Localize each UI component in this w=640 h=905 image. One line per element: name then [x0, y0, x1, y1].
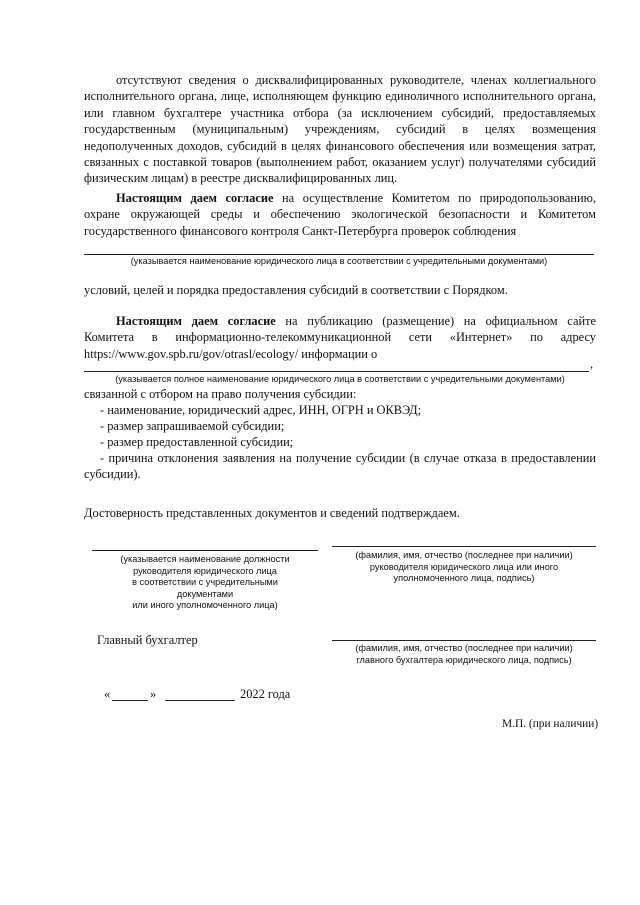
chief-accountant-label: Главный бухгалтер [97, 633, 198, 647]
stamp-note: М.П. (при наличии) [502, 718, 599, 730]
blank-line-entity-name [84, 254, 594, 255]
paragraph-publication-tail: связанной с отбором на право получения субсидии: [84, 387, 357, 401]
hint-accountant-signature [332, 643, 596, 666]
paragraph-consent-publication [84, 313, 596, 362]
date-close-quote: » [150, 687, 157, 701]
hint-line: главного бухгалтера юридического лица, подпись) [356, 654, 572, 665]
blank-line-head-signature [332, 546, 596, 547]
blank-line-position [92, 550, 318, 551]
hint-line: руководителя юридического лица или иного [369, 561, 559, 572]
list-item: - размер запрашиваемой субсидии; [100, 419, 285, 433]
hint-line: в соответствии с учредительными [132, 577, 278, 588]
list-item: - причина отклонения заявления на получение субсидии (в случае отказа в предоставлении субсидии). [84, 451, 596, 481]
blank-line-full-entity-name [84, 371, 589, 372]
paragraph-disqualified: отсутствуют сведения о дисквалифицированных руководителе, членах коллегиального исполнительного органа, лице, исполняющем функцию единоличного исполнительного органа, или главном бухгалтере участника отбора (за исключением субсидий, предоставляемых государственным (муниципальным) учреждениям, субсидий в целях возмещения недополученных доходов, субсидий в целях финансового обеспечения или возмещения затрат, связанных с поставкой товаров (выполнением работ, оказанием услуг) получателями субсидий физическим лицам) в реестре дисквалифицированных лиц. [84, 73, 596, 186]
hint-position [92, 554, 318, 612]
date-year: 2022 года [240, 687, 291, 701]
blank-line-month [165, 700, 235, 701]
list-item: - наименование, юридический адрес, ИНН, ОГРН и ОКВЭД; [100, 403, 422, 417]
hint-full-entity-name: (указывается полное наименование юридического лица в соответствии с учредительными документами) [115, 374, 565, 384]
publication-list [84, 402, 596, 482]
blank-line-day [112, 700, 148, 701]
hint-line: уполномоченного лица, подпись) [393, 573, 535, 584]
hint-line: (указывается наименование должности [120, 554, 290, 564]
consent-lead: Настоящим даем согласие [116, 314, 276, 328]
consent-text: на публикацию (размещение) на официальном сайте Комитета в информационно-телекоммуникационной сети «Интернет» по адресу https://www.gov.spb.ru/gov/otrasl/ecology/ информации о [84, 314, 596, 361]
confirmation-text: Достоверность представленных документов и сведений подтверждаем. [84, 506, 460, 520]
consent-text: на осуществление Комитетом по природопользованию, охране окружающей среды и обеспечению экологической безопасности и Комитетом государственного финансового контроля Санкт-Петербурга проверок соблюдения [84, 191, 596, 238]
date-open-quote: « [104, 687, 111, 701]
hint-head-signature [332, 550, 596, 585]
hint-line: или иного уполномоченного лица) [132, 600, 278, 611]
comma: , [590, 357, 594, 371]
blank-line-accountant-signature [332, 640, 596, 641]
consent-lead: Настоящим даем согласие [116, 191, 274, 205]
hint-line: руководителя юридического лица [133, 565, 277, 576]
paragraph-consent-inspection [84, 190, 596, 239]
paragraph-consent-tail: условий, целей и порядка предоставления субсидий в соответствии с Порядком. [84, 283, 508, 297]
list-item: - размер предоставленной субсидии; [100, 435, 294, 449]
hint-line: (фамилия, имя, отчество (последнее при наличии) [355, 643, 573, 653]
hint-entity-name: (указывается наименование юридического лица в соответствии с учредительными документами) [130, 256, 548, 266]
hint-line: (фамилия, имя, отчество (последнее при наличии) [355, 550, 573, 560]
hint-line: документами [176, 588, 234, 599]
